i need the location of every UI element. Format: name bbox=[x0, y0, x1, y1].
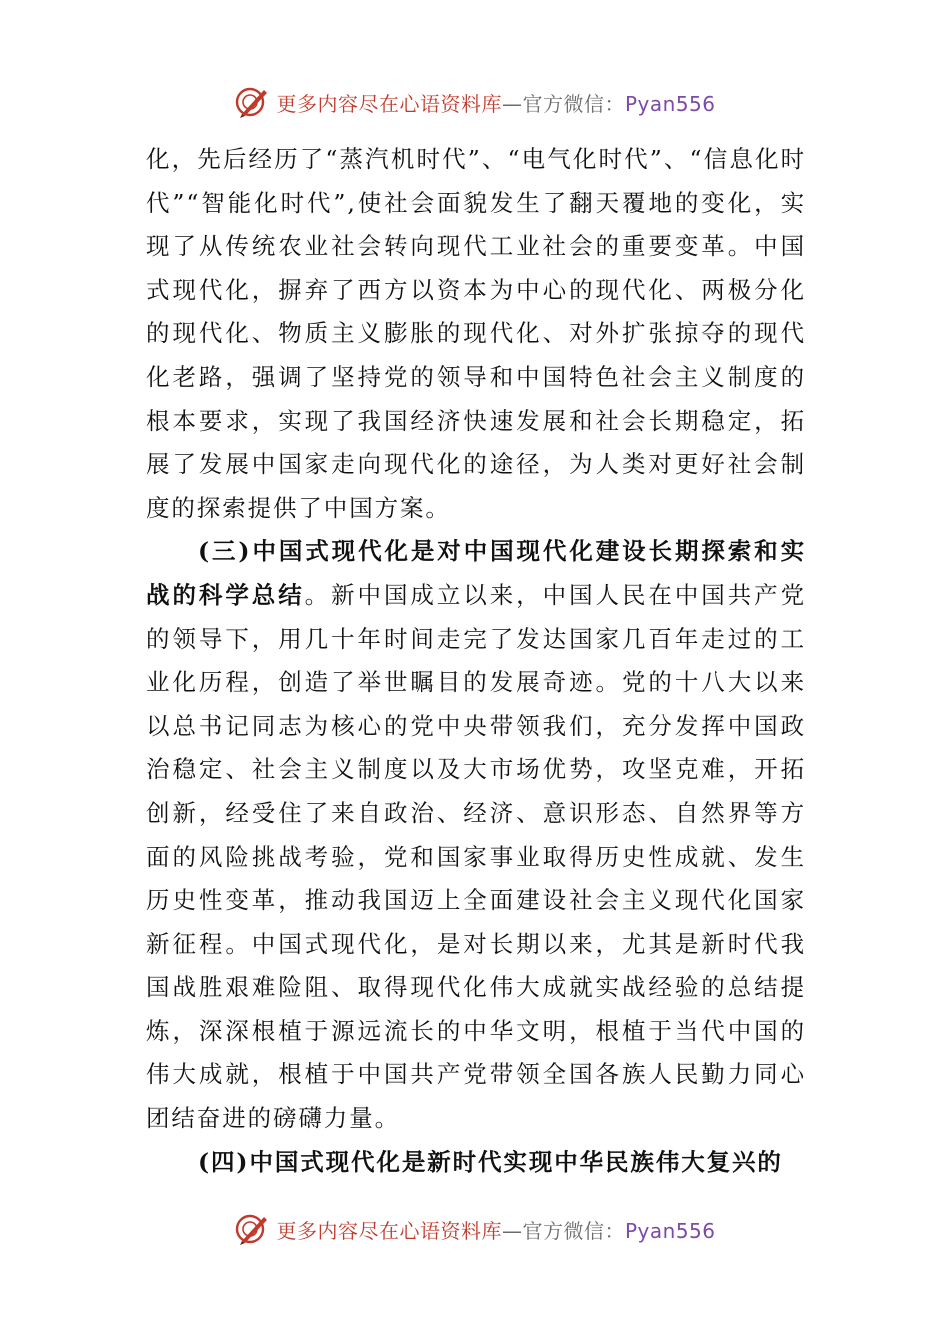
document-body bbox=[146, 138, 806, 1184]
section-3-heading: (三)中国式现代化是对中国现代化建设长期探索和实战的科学总结 bbox=[146, 537, 806, 609]
banner-wechat-label: 官方微信： bbox=[522, 1218, 625, 1243]
pen-logo-icon bbox=[234, 84, 270, 120]
banner-brand: 更多内容尽在心语资料库 bbox=[276, 1218, 502, 1243]
banner-text bbox=[276, 1215, 715, 1244]
paragraph-1 bbox=[146, 138, 806, 530]
paragraph-1-text: 化，先后经历了“蒸汽机时代”、“电气化时代”、“信息化时代”“智能化时代”,使社会面貌发生了翻天覆地的变化，实现了从传统农业社会转向现代工业社会的重要变革。中国式现代化，摒弃了西方以资本为中心的现代化、两极分化的现代化、物质主义膨胀的现代化、对外扩张掠夺的现代化老路，强调了坚持党的领导和中国特色社会主义制度的根本要求，实现了我国经济快速发展和社会长期稳定，拓展了发展中国家走向现代化的途径，为人类对更好社会制度的探索提供了中国方案。 bbox=[146, 145, 806, 522]
paragraph-2-text: 。新中国成立以来，中国人民在中国共产党的领导下，用几十年时间走完了发达国家几百年走过的工业化历程，创造了举世瞩目的发展奇迹。党的十八大以来以总书记同志为核心的党中央带领我们，充分发挥中国政治稳定、社会主义制度以及大市场优势，攻坚克难，开拓创新，经受住了来自政治、经济、意识形态、自然界等方面的风险挑战考验，党和国家事业取得历史性成就、发生历史性变革，推动我国迈上全面建设社会主义现代化国家新征程。中国式现代化，是对长期以来，尤其是新时代我国战胜艰难险阻、取得现代化伟大成就实战经验的总结提炼，深深根植于源远流长的中华文明，根植于当代中国的伟大成就，根植于中国共产党带领全国各族人民勤力同心团结奋进的磅礴力量。 bbox=[146, 580, 806, 1133]
footer-banner bbox=[0, 1209, 950, 1249]
banner-separator: — bbox=[501, 91, 523, 116]
banner-wechat-id: Pyan556 bbox=[624, 91, 716, 116]
header-banner bbox=[0, 82, 950, 122]
pen-logo-icon bbox=[234, 1211, 270, 1247]
banner-separator: — bbox=[501, 1218, 523, 1243]
banner-wechat-id: Pyan556 bbox=[624, 1218, 716, 1243]
paragraph-3 bbox=[146, 1141, 806, 1185]
banner-text bbox=[276, 88, 715, 117]
banner-brand: 更多内容尽在心语资料库 bbox=[276, 91, 502, 116]
banner-wechat-label: 官方微信： bbox=[522, 91, 625, 116]
section-4-heading: (四)中国式现代化是新时代实现中华民族伟大复兴的 bbox=[198, 1147, 783, 1176]
paragraph-2 bbox=[146, 530, 806, 1140]
